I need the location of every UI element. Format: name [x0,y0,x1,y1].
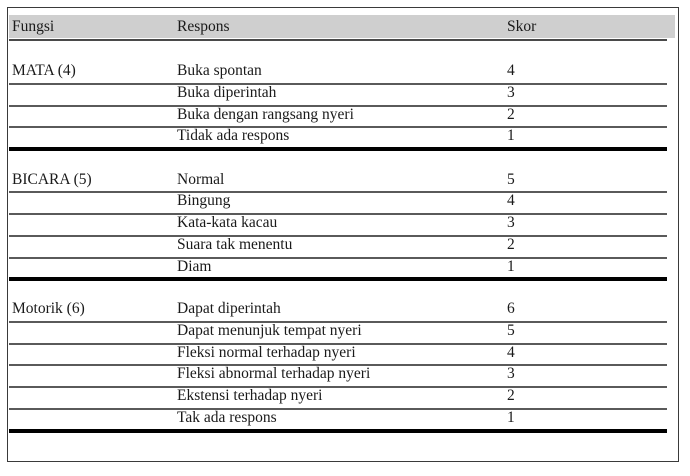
table-row-skor: 3 [507,84,515,101]
table-row-respons: Buka spontan [177,62,262,79]
table-row-respons: Buka diperintah [177,84,277,101]
table-row-skor: 2 [507,236,515,253]
table-row-respons: Fleksi abnormal terhadap nyeri [177,365,371,382]
table-row-respons: Buka dengan rangsang nyeri [177,106,354,123]
table-row-skor: 1 [507,258,515,275]
row-divider [9,235,667,237]
header-fungsi: Fungsi [12,18,55,35]
table-row-skor: 4 [507,344,515,361]
table-row-respons: Dapat diperintah [177,300,281,317]
table-row-respons: Ekstensi terhadap nyeri [177,387,323,404]
group-label-bicara: BICARA (5) [12,171,92,188]
row-divider [9,213,667,215]
table-row-skor: 3 [507,365,515,382]
row-divider [9,386,667,388]
table-row-respons: Fleksi normal terhadap nyeri [177,344,356,361]
table-row-skor: 5 [507,322,515,339]
table-row-skor: 4 [507,192,515,209]
table-row-respons: Normal [177,171,225,188]
table-row-respons: Suara tak menentu [177,236,293,253]
table-row-skor: 1 [507,409,515,426]
table-row-skor: 1 [507,127,515,144]
group-divider [9,429,667,433]
table-row-skor: 3 [507,214,515,231]
table-row-skor: 6 [507,300,515,317]
table-row-skor: 5 [507,171,515,188]
group-label-motorik: Motorik (6) [12,300,85,317]
header-skor: Skor [507,18,537,35]
group-divider [9,147,667,151]
row-divider [9,83,667,85]
row-divider [9,126,667,128]
table-row-respons: Bingung [177,192,231,209]
table-row-respons: Tidak ada respons [177,127,290,144]
table-row-skor: 4 [507,62,515,79]
table-row-respons: Kata-kata kacau [177,214,278,231]
row-divider [9,191,667,193]
group-label-mata: MATA (4) [12,62,76,79]
table-row-skor: 2 [507,106,515,123]
table-header [9,15,675,38]
header-respons: Respons [177,18,230,35]
group-divider [9,277,667,281]
header-divider [9,39,667,41]
table-row-respons: Dapat menunjuk tempat nyeri [177,322,362,339]
row-divider [9,408,667,410]
table-row-respons: Diam [177,258,212,275]
table-row-respons: Tak ada respons [177,409,277,426]
row-divider [9,257,667,259]
table-row-skor: 2 [507,387,515,404]
